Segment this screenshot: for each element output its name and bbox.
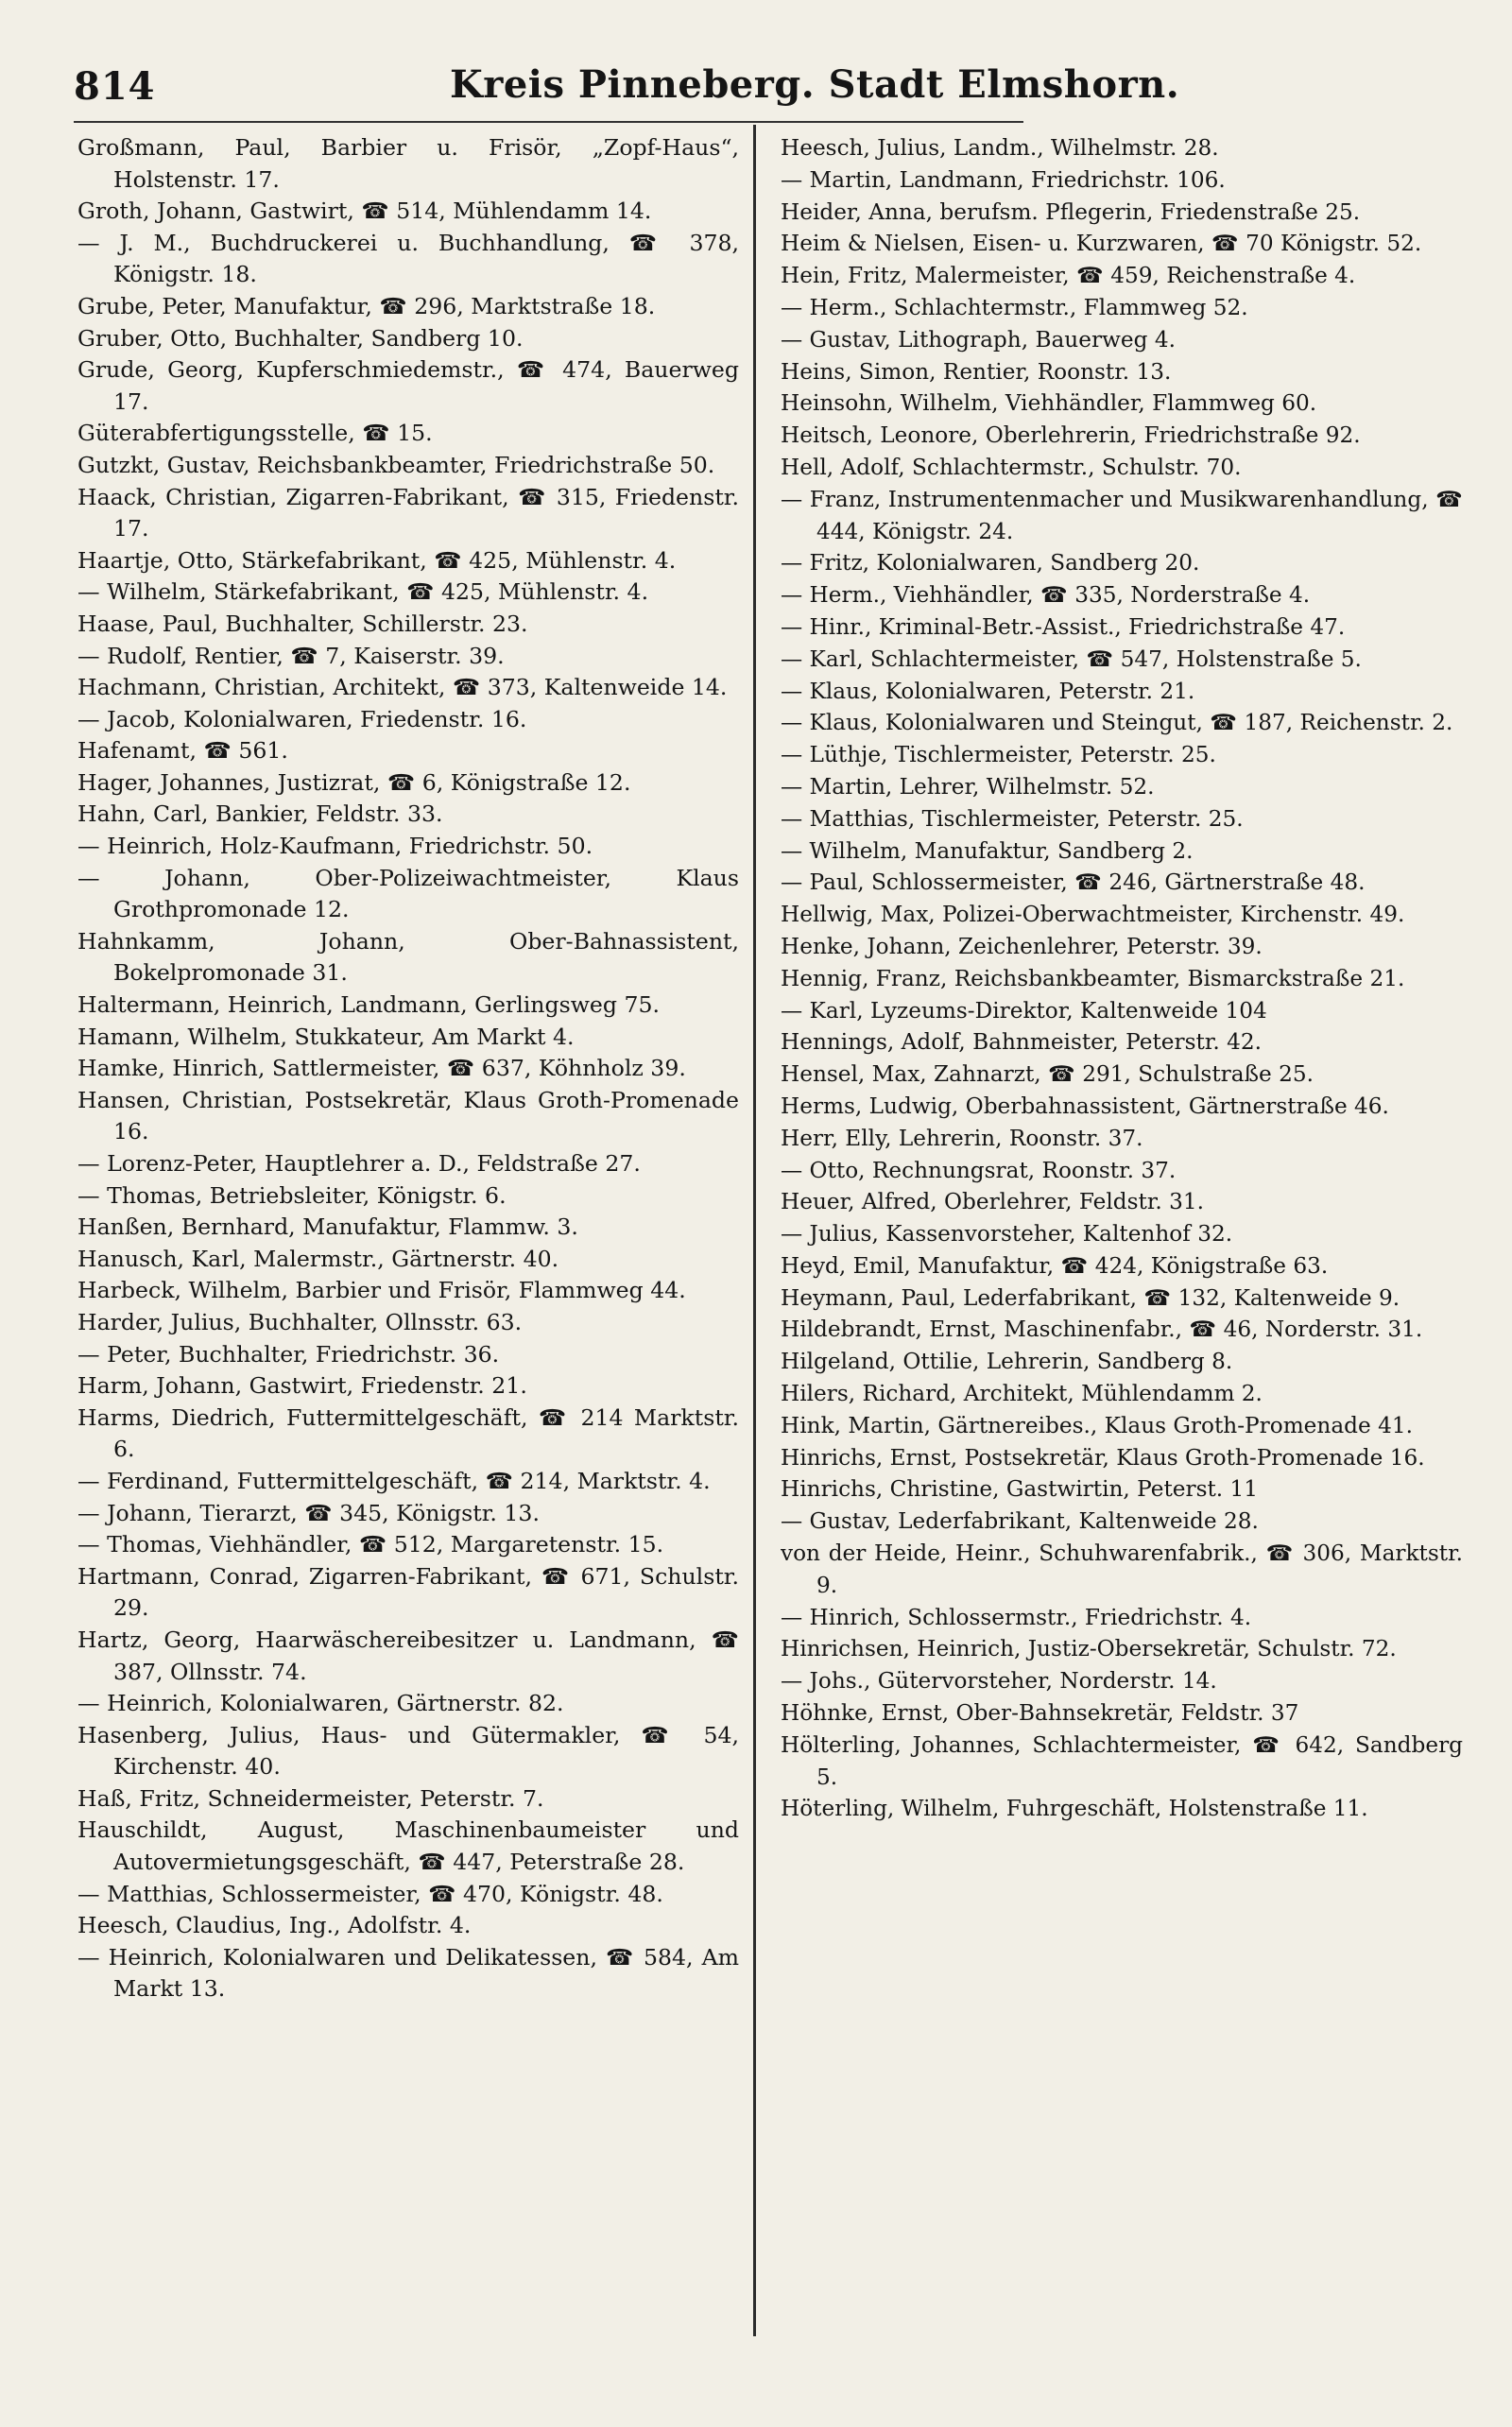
directory-entry: Hansen, Christian, Postsekretär, Klaus Groth-Promenade 16.	[77, 1086, 739, 1145]
directory-entry: Harms, Diedrich, Futtermittelgeschäft, ☎ 214 Marktstr. 6.	[77, 1403, 739, 1463]
directory-entry: — Lüthje, Tischlermeister, Peterstr. 25.	[781, 742, 1216, 768]
directory-entry: — Otto, Rechnungsrat, Roonstr. 37.	[781, 1157, 1177, 1183]
directory-entry: — Hinr., Kriminal-Betr.-Assist., Friedrichstraße 47.	[781, 613, 1346, 640]
directory-entry: — Thomas, Betriebsleiter, Königstr. 6.	[77, 1181, 507, 1209]
directory-entry: Heim & Nielsen, Eisen- u. Kurzwaren, ☎ 70 Königstr. 52.	[781, 231, 1422, 257]
directory-entry: Gutzkt, Gustav, Reichsbankbeamter, Friedrichstraße 50.	[77, 451, 715, 478]
directory-entry: Heinsohn, Wilhelm, Viehhändler, Flammweg 60.	[781, 390, 1317, 417]
directory-entry: — Lorenz-Peter, Hauptlehrer a. D., Feldstraße 27.	[77, 1150, 641, 1177]
directory-entry: Gruber, Otto, Buchhalter, Sandberg 10.	[77, 324, 524, 352]
directory-entry: — Gustav, Lederfabrikant, Kaltenweide 28.	[781, 1508, 1259, 1535]
directory-entry: Hölterling, Johannes, Schlachtermeister, ☎ 642, Sandberg 5.	[781, 1731, 1463, 1790]
directory-entry: — Martin, Lehrer, Wilhelmstr. 52.	[781, 773, 1155, 800]
directory-entry: — Jacob, Kolonialwaren, Friedenstr. 16.	[77, 705, 527, 732]
directory-entry: Hennings, Adolf, Bahnmeister, Peterstr. 42.	[781, 1029, 1262, 1056]
directory-entry: Hasenberg, Julius, Haus- und Gütermakler, ☎ 54, Kirchenstr. 40.	[77, 1721, 739, 1781]
directory-entry: Hilers, Richard, Architekt, Mühlendamm 2.	[781, 1381, 1263, 1407]
directory-entry: Hachmann, Christian, Architekt, ☎ 373, Kaltenweide 14.	[77, 674, 728, 701]
directory-entry: Grube, Peter, Manufaktur, ☎ 296, Marktstraße 18.	[77, 292, 656, 319]
directory-entry: — Martin, Landmann, Friedrichstr. 106.	[781, 166, 1226, 193]
directory-entry: — Johann, Ober-Polizeiwachtmeister, Klaus Grothpromonade 12.	[77, 864, 739, 923]
directory-entry: Harm, Johann, Gastwirt, Friedenstr. 21.	[77, 1372, 527, 1400]
directory-entry: — Peter, Buchhalter, Friedrichstr. 36.	[77, 1340, 500, 1368]
directory-entry: — Herm., Viehhändler, ☎ 335, Norderstraße 4.	[781, 582, 1311, 609]
directory-entry: — Rudolf, Rentier, ☎ 7, Kaiserstr. 39.	[77, 642, 505, 669]
directory-entry: — Heinrich, Kolonialwaren, Gärtnerstr. 82.	[77, 1690, 564, 1717]
directory-entry: — Gustav, Lithograph, Bauerweg 4.	[781, 326, 1176, 353]
directory-entry: — Karl, Schlachtermeister, ☎ 547, Holstenstraße 5.	[781, 645, 1362, 672]
directory-entry: Hartmann, Conrad, Zigarren-Fabrikant, ☎ 671, Schulstr. 29.	[77, 1562, 739, 1622]
directory-entry: — Herm., Schlachtermstr., Flammweg 52.	[781, 294, 1248, 320]
directory-entry: Heins, Simon, Rentier, Roonstr. 13.	[781, 358, 1172, 385]
directory-entry: — Heinrich, Kolonialwaren und Delikatessen, ☎ 584, Am Markt 13.	[77, 1943, 739, 2003]
directory-entry: Hennig, Franz, Reichsbankbeamter, Bismarckstraße 21.	[781, 965, 1405, 991]
column-divider	[753, 125, 756, 2336]
directory-entry: — Ferdinand, Futtermittelgeschäft, ☎ 214, Marktstr. 4.	[77, 1467, 711, 1494]
directory-entry: — J. M., Buchdruckerei u. Buchhandlung, ☎ 378, Königstr. 18.	[77, 229, 739, 288]
directory-entry: Hahn, Carl, Bankier, Feldstr. 33.	[77, 800, 443, 828]
directory-entry: Heider, Anna, berufsm. Pflegerin, Friedenstraße 25.	[781, 198, 1361, 225]
directory-entry: Hahnkamm, Johann, Ober-Bahnassistent, Bokelpromonade 31.	[77, 927, 739, 987]
directory-entry: Groth, Johann, Gastwirt, ☎ 514, Mühlendamm 14.	[77, 198, 652, 225]
directory-entry: Hauschildt, August, Maschinenbaumeister und Autovermietungsgeschäft, ☎ 447, Peterstraße 28.	[77, 1816, 739, 1876]
directory-entry: — Paul, Schlossermeister, ☎ 246, Gärtnerstraße 48.	[781, 869, 1366, 896]
directory-entry: Haack, Christian, Zigarren-Fabrikant, ☎ 315, Friedenstr. 17.	[77, 483, 739, 542]
right-column	[781, 132, 1463, 2401]
directory-entry: Hafenamt, ☎ 561.	[77, 737, 288, 765]
directory-entry: Grude, Georg, Kupferschmiedemstr., ☎ 474, Bauerweg 17.	[77, 356, 739, 415]
directory-entry: Hilgeland, Ottilie, Lehrerin, Sandberg 8.	[781, 1349, 1233, 1375]
directory-entry: Heitsch, Leonore, Oberlehrerin, Friedrichstraße 92.	[781, 422, 1361, 449]
directory-entry: — Hinrich, Schlossermstr., Friedrichstr. 4.	[781, 1604, 1252, 1630]
directory-entry: Herr, Elly, Lehrerin, Roonstr. 37.	[781, 1125, 1143, 1151]
directory-entry: Harbeck, Wilhelm, Barbier und Frisör, Flammweg 44.	[77, 1277, 686, 1304]
directory-entry: Hein, Fritz, Malermeister, ☎ 459, Reichenstraße 4.	[781, 263, 1356, 289]
directory-entry: Haase, Paul, Buchhalter, Schillerstr. 23.	[77, 610, 528, 637]
directory-entry: Heymann, Paul, Lederfabrikant, ☎ 132, Kaltenweide 9.	[781, 1284, 1400, 1311]
directory-entry: — Matthias, Schlossermeister, ☎ 470, Königstr. 48.	[77, 1880, 663, 1907]
page-number: 814	[74, 64, 156, 109]
directory-entry: Heesch, Claudius, Ing., Adolfstr. 4.	[77, 1912, 472, 1939]
directory-entry: — Fritz, Kolonialwaren, Sandberg 20.	[781, 550, 1200, 577]
directory-entry: Hartz, Georg, Haarwäschereibesitzer u. Landmann, ☎ 387, Ollnsstr. 74.	[77, 1626, 739, 1685]
directory-entry: Hamke, Hinrich, Sattlermeister, ☎ 637, Köhnholz 39.	[77, 1055, 686, 1082]
directory-entry: — Johann, Tierarzt, ☎ 345, Königstr. 13.	[77, 1499, 540, 1526]
directory-entry: Hinrichs, Christine, Gastwirtin, Peterst. 11	[781, 1476, 1259, 1503]
directory-entry: Großmann, Paul, Barbier u. Frisör, „Zopf-Haus“, Holstenstr. 17.	[77, 134, 739, 193]
directory-entry: Hinrichsen, Heinrich, Justiz-Obersekretär, Schulstr. 72.	[781, 1636, 1397, 1662]
directory-entry: Heesch, Julius, Landm., Wilhelmstr. 28.	[781, 135, 1219, 161]
directory-entry: Hink, Martin, Gärtnereibes., Klaus Groth-Promenade 41.	[781, 1412, 1413, 1438]
directory-entry: Heuer, Alfred, Oberlehrer, Feldstr. 31.	[781, 1189, 1204, 1215]
page-title: Kreis Pinneberg. Stadt Elmshorn.	[450, 62, 1180, 107]
directory-entry: Hanusch, Karl, Malermstr., Gärtnerstr. 40.	[77, 1245, 559, 1272]
directory-entry: — Klaus, Kolonialwaren und Steingut, ☎ 187, Reichenstr. 2.	[781, 710, 1453, 736]
directory-entry: Hell, Adolf, Schlachtermstr., Schulstr. 70.	[781, 454, 1242, 480]
directory-entry: Harder, Julius, Buchhalter, Ollnsstr. 63.	[77, 1308, 523, 1335]
header-rule	[74, 121, 1023, 123]
directory-entry: Hensel, Max, Zahnarzt, ☎ 291, Schulstraße 25.	[781, 1061, 1314, 1088]
directory-entry: von der Heide, Heinr., Schuhwarenfabrik., ☎ 306, Marktstr. 9.	[781, 1541, 1463, 1598]
directory-entry: — Johs., Gütervorsteher, Norderstr. 14.	[781, 1668, 1217, 1695]
directory-entry: Hellwig, Max, Polizei-Oberwachtmeister, Kirchenstr. 49.	[781, 902, 1405, 928]
directory-entry: Haltermann, Heinrich, Landmann, Gerlingsweg 75.	[77, 991, 660, 1019]
directory-entry: — Klaus, Kolonialwaren, Peterstr. 21.	[781, 678, 1195, 704]
directory-entry: — Wilhelm, Manufaktur, Sandberg 2.	[781, 837, 1194, 864]
directory-entry: Höhnke, Ernst, Ober-Bahnsekretär, Feldstr. 37	[781, 1700, 1299, 1727]
directory-entry: Hanßen, Bernhard, Manufaktur, Flammw. 3.	[77, 1214, 578, 1241]
directory-entry: Höterling, Wilhelm, Fuhrgeschäft, Holstenstraße 11.	[781, 1796, 1368, 1822]
directory-entry: — Heinrich, Holz-Kaufmann, Friedrichstr. 50.	[77, 833, 593, 860]
directory-entry: — Franz, Instrumentenmacher und Musikwarenhandlung, ☎ 444, Königstr. 24.	[781, 486, 1463, 544]
page-header	[74, 57, 1180, 113]
directory-entry: Haartje, Otto, Stärkefabrikant, ☎ 425, Mühlenstr. 4.	[77, 546, 677, 574]
directory-entry: Hildebrandt, Ernst, Maschinenfabr., ☎ 46, Norderstr. 31.	[781, 1317, 1423, 1343]
directory-entry: Herms, Ludwig, Oberbahnassistent, Gärtnerstraße 46.	[781, 1093, 1389, 1119]
directory-entry: Haß, Fritz, Schneidermeister, Peterstr. 7.	[77, 1784, 544, 1812]
left-column	[77, 132, 739, 2401]
directory-entry: Hamann, Wilhelm, Stukkateur, Am Markt 4.	[77, 1023, 575, 1050]
directory-entry: Heyd, Emil, Manufaktur, ☎ 424, Königstraße 63.	[781, 1252, 1329, 1279]
directory-entry: — Matthias, Tischlermeister, Peterstr. 25.	[781, 805, 1244, 832]
directory-entry: Henke, Johann, Zeichenlehrer, Peterstr. 39.	[781, 933, 1263, 959]
directory-entry: Hager, Johannes, Justizrat, ☎ 6, Königstraße 12.	[77, 768, 631, 796]
directory-entry: — Wilhelm, Stärkefabrikant, ☎ 425, Mühlenstr. 4.	[77, 578, 649, 606]
directory-entry: — Thomas, Viehhändler, ☎ 512, Margaretenstr. 15.	[77, 1531, 664, 1558]
directory-entry: Güterabfertigungsstelle, ☎ 15.	[77, 420, 433, 447]
directory-entry: — Karl, Lyzeums-Direktor, Kaltenweide 104	[781, 997, 1267, 1024]
directory-entry: Hinrichs, Ernst, Postsekretär, Klaus Groth-Promenade 16.	[781, 1444, 1425, 1471]
directory-entry: — Julius, Kassenvorsteher, Kaltenhof 32.	[781, 1221, 1233, 1248]
